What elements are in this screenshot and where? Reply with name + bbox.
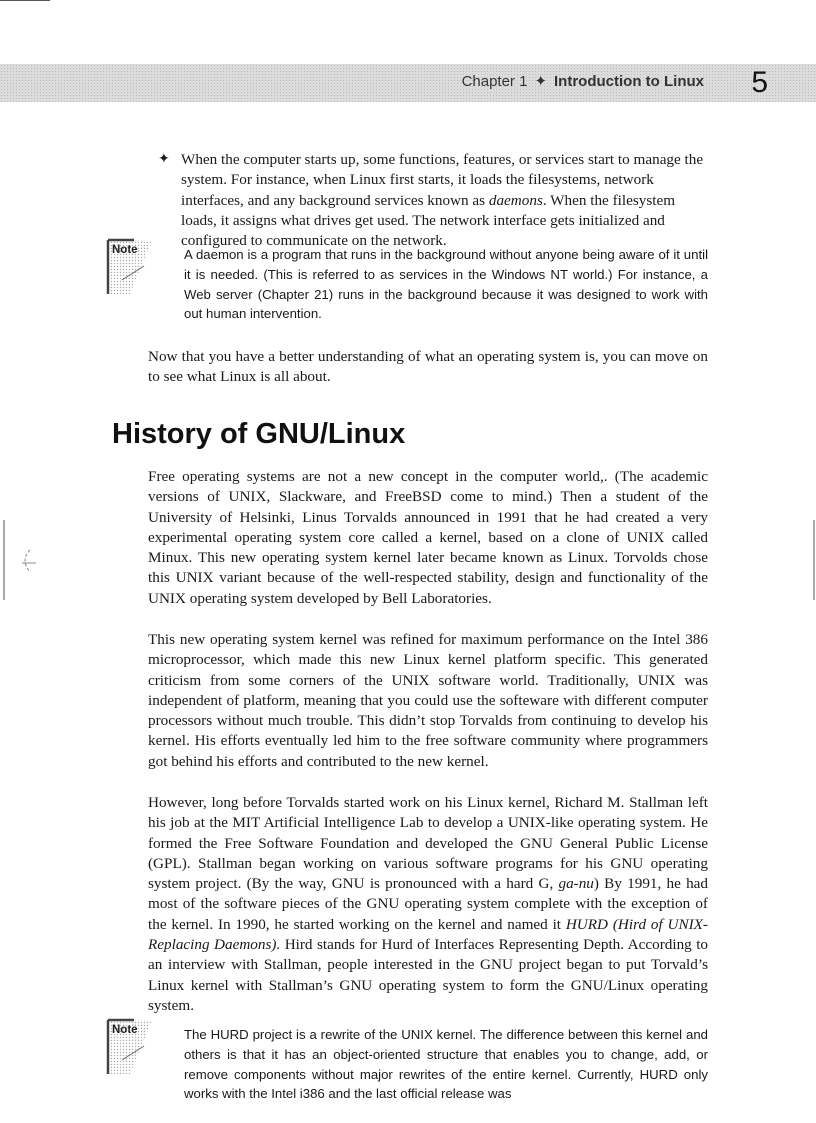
chapter-label: Chapter 1 — [461, 73, 528, 90]
italic-term: HURD (Hird of UNIX-Replacing Daemons). — [148, 915, 708, 954]
paragraph-text: However, long before Torvalds started work on his Linux kernel, Richard M. Stallman left his job at the MIT Artificial Intelligence Lab to develop a UNIX-like operating system. He formed the Free Software Foundation and developed the GNU General Public License (GPL). Stallman began working on various software programs for his GNU operating system project. (By the way, GNU is pronounced with a hard G, — [148, 794, 708, 893]
note-text: A daemon is a program that runs in the background without anyone being aware of it until it is needed. (This is referred to as services in the Windows NT world.) For instance, a Web server (Chapter 21) runs in the background because it was designed to work with out human intervention. — [184, 247, 708, 322]
separator-icon: ✦ — [534, 73, 548, 90]
chapter-reference — [462, 72, 704, 90]
paragraph: Free operating systems are not a new concept in the computer world,. (The academic versions of UNIX, Slackware, and FreeBSD come to mind.) Then a student of the University of Helsinki, Linus Torvalds announced in 1991 that he had created a very experimental operating system core called a kernel, based on a clone of UNIX called Minux. This new operating system kernel later became known as Linux. Torvolds chose this UNIX variant because of the well-respected stability, design and functionality of the UNIX operating system developed by Bell Laboratories. — [148, 468, 708, 607]
paragraph-text: Hird stands for Hurd of Interfaces Representing Depth. According to an interview with Stallman, people interested in the GNU project began to put Torvald’s Linux kernel with Stallman’s GNU operating system to form the GNU/Linux operating system. — [148, 936, 709, 1014]
paragraph — [148, 793, 708, 1016]
note-label: Note — [112, 1024, 138, 1036]
italic-term: ga-nu — [558, 875, 594, 893]
section-heading: History of GNU/Linux — [112, 418, 406, 450]
crop-line-top-left — [0, 0, 50, 1]
note-text: The HURD project is a rewrite of the UNIX kernel. The difference between this kernel and others is that it has an object-oriented structure that enables you to change, add, or remove components without major rewrites of the entire kernel. Currently, HURD only works with the Intel i386 and the last official release was — [184, 1027, 708, 1102]
bullet-italic-term: daemons — [488, 191, 543, 209]
note-label: Note — [112, 244, 138, 256]
bullet-text: When the computer starts up, some functions, features, or services start to manage the system. For instance, when Linux first starts, it loads the filesystems, network interfaces, and any background services known as — [181, 151, 704, 209]
paragraph-text: ) By 1991, he had most of the software pieces of the GNU operating system complete with the exception of the kernel. In 1990, he started working on the kernel and named it — [148, 875, 709, 933]
note-icon — [104, 1018, 164, 1078]
bullet-item — [158, 150, 711, 251]
page-number: 5 — [751, 66, 768, 99]
crop-mark-left — [0, 520, 50, 600]
running-head — [0, 64, 816, 102]
paragraph: This new operating system kernel was refined for maximum performance on the Intel 386 microprocessor, which made this new Linux kernel platform specific. This generated criticism from some corners of the UNIX software world. Traditionally, UNIX was independent of platform, meaning that you could use the softeware with different computer processors without much trouble. This didn’t stop Torvalds from continuing to develop his kernel. His efforts eventually led him to the free software community where programmers got behind his efforts and contributed to the new kernel. — [148, 631, 708, 770]
chapter-title: Introduction to Linux — [554, 73, 704, 90]
bullet-text-end: . When the filesystem loads, it assigns what drives get used. The network interface gets initialized and configured to communicate on the network. — [181, 191, 676, 250]
bullet-diamond-icon: ✦ — [158, 152, 170, 167]
paragraph-intro: Now that you have a better understanding of what an operating system is, you can move on to see what Linux is all about. — [148, 348, 708, 386]
note-icon — [104, 238, 164, 298]
crop-mark-right — [810, 520, 816, 600]
